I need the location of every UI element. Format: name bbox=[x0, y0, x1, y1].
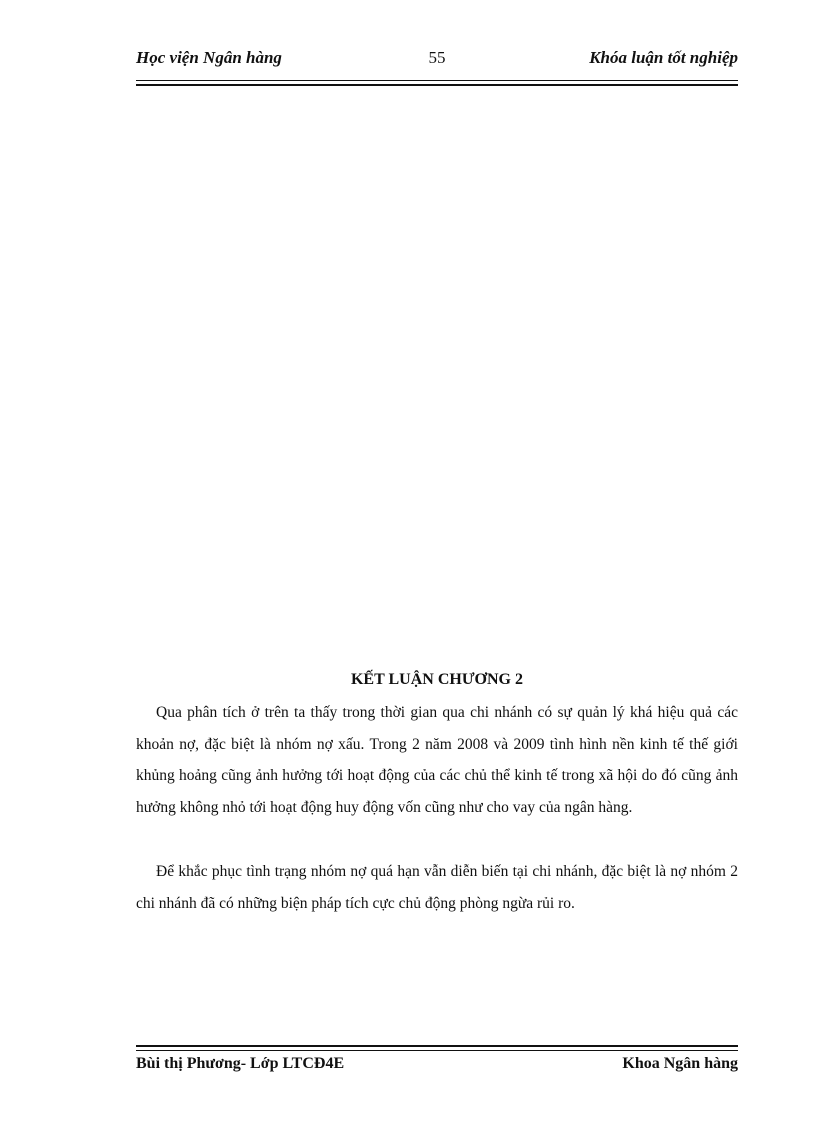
footer-divider-thin bbox=[136, 1050, 738, 1051]
footer-department: Khoa Ngân hàng bbox=[622, 1055, 738, 1072]
page-header bbox=[136, 48, 738, 74]
header-divider-thick bbox=[136, 84, 738, 86]
paragraph-1: Qua phân tích ở trên ta thấy trong thời gian qua chi nhánh có sự quản lý khá hiệu quả các khoản nợ, đặc biệt là nhóm nợ xấu. Trong 2 năm 2008 và 2009 tình hình nền kinh tế thế giới khủng hoảng cũng ảnh hưởng tới hoạt động của các chủ thể kinh tế trong xã hội do đó cũng ảnh hưởng không nhỏ tới hoạt động huy động vốn cũng như cho vay của ngân hàng. bbox=[136, 704, 738, 816]
page-number: 55 bbox=[428, 48, 446, 67]
footer-author: Bùi thị Phương- Lớp LTCĐ4E bbox=[136, 1055, 345, 1072]
header-divider-thin bbox=[136, 80, 738, 81]
page-footer bbox=[136, 1055, 738, 1079]
section-title: KẾT LUẬN CHƯƠNG 2 bbox=[350, 671, 523, 688]
footer-divider-thick bbox=[136, 1045, 738, 1047]
header-document-type: Khóa luận tốt nghiệp bbox=[589, 48, 738, 67]
header-institution: Học viện Ngân hàng bbox=[136, 48, 282, 67]
paragraph-2: Để khắc phục tình trạng nhóm nợ quá hạn vẫn diễn biến tại chi nhánh, đặc biệt là nợ nhóm 2 chi nhánh đã có những biện pháp tích cực chủ động phòng ngừa rủi ro. bbox=[136, 863, 738, 912]
